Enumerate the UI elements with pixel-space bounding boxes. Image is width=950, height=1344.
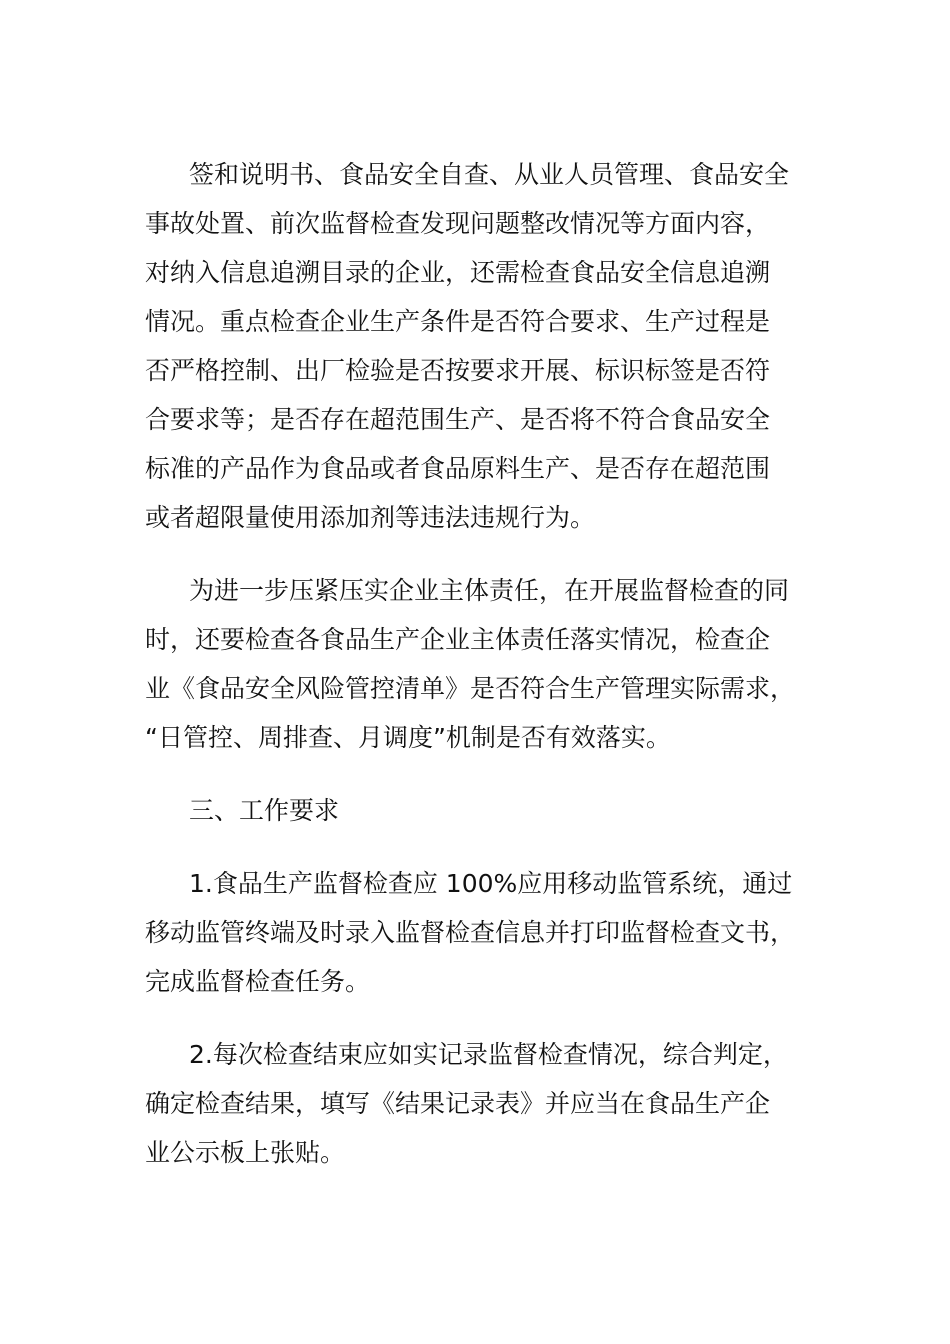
text-line: 业公示板上张贴。: [145, 1138, 346, 1167]
text-line: 业《食品安全风险管控清单》是否符合生产管理实际需求，: [145, 674, 796, 703]
text-line: 移动监管终端及时录入监督检查信息并打印监督检查文书，: [145, 918, 796, 947]
text-line: 事故处置、前次监督检查发现问题整改情况等方面内容，: [145, 209, 771, 238]
text-line: 对纳入信息追溯目录的企业，还需检查食品安全信息追溯: [145, 258, 771, 287]
paragraph-spacer: [145, 762, 805, 786]
paragraph-spacer: [145, 835, 805, 859]
text-line: 2.每次检查结束应如实记录监督检查情况，综合判定，: [189, 1040, 788, 1069]
text-line: 或者超限量使用添加剂等违法违规行为。: [145, 503, 596, 532]
document-body: [145, 150, 805, 1177]
text-line: 完成监督检查任务。: [145, 967, 371, 996]
text-line: 合要求等；是否存在超范围生产、是否将不符合食品安全: [145, 405, 771, 434]
text-line: “日管控、周排查、月调度”机制是否有效落实。: [145, 723, 671, 752]
paragraph-spacer: [145, 542, 805, 566]
paragraph-spacer: [145, 1006, 805, 1030]
text-line: 否严格控制、出厂检验是否按要求开展、标识标签是否符: [145, 356, 771, 385]
text-line: 签和说明书、食品安全自查、从业人员管理、食品安全: [189, 160, 790, 189]
text-line: 标准的产品作为食品或者食品原料生产、是否存在超范围: [145, 454, 771, 483]
text-line: 为进一步压紧压实企业主体责任，在开展监督检查的同: [189, 576, 790, 605]
section-heading: 三、工作要求: [189, 796, 340, 825]
text-line: 情况。重点检查企业生产条件是否符合要求、生产过程是: [145, 307, 771, 336]
paragraph-inspection-content: [145, 150, 805, 542]
text-line: 时，还要检查各食品生产企业主体责任落实情况，检查企: [145, 625, 771, 654]
text-line: 1.食品生产监督检查应 100%应用移动监管系统，通过: [189, 869, 793, 898]
requirement-item-1: [145, 859, 805, 1006]
section-heading-work-requirements: [145, 786, 805, 835]
text-line: 确定检查结果，填写《结果记录表》并应当在食品生产企: [145, 1089, 771, 1118]
requirement-item-2: [145, 1030, 805, 1177]
paragraph-enterprise-responsibility: [145, 566, 805, 762]
